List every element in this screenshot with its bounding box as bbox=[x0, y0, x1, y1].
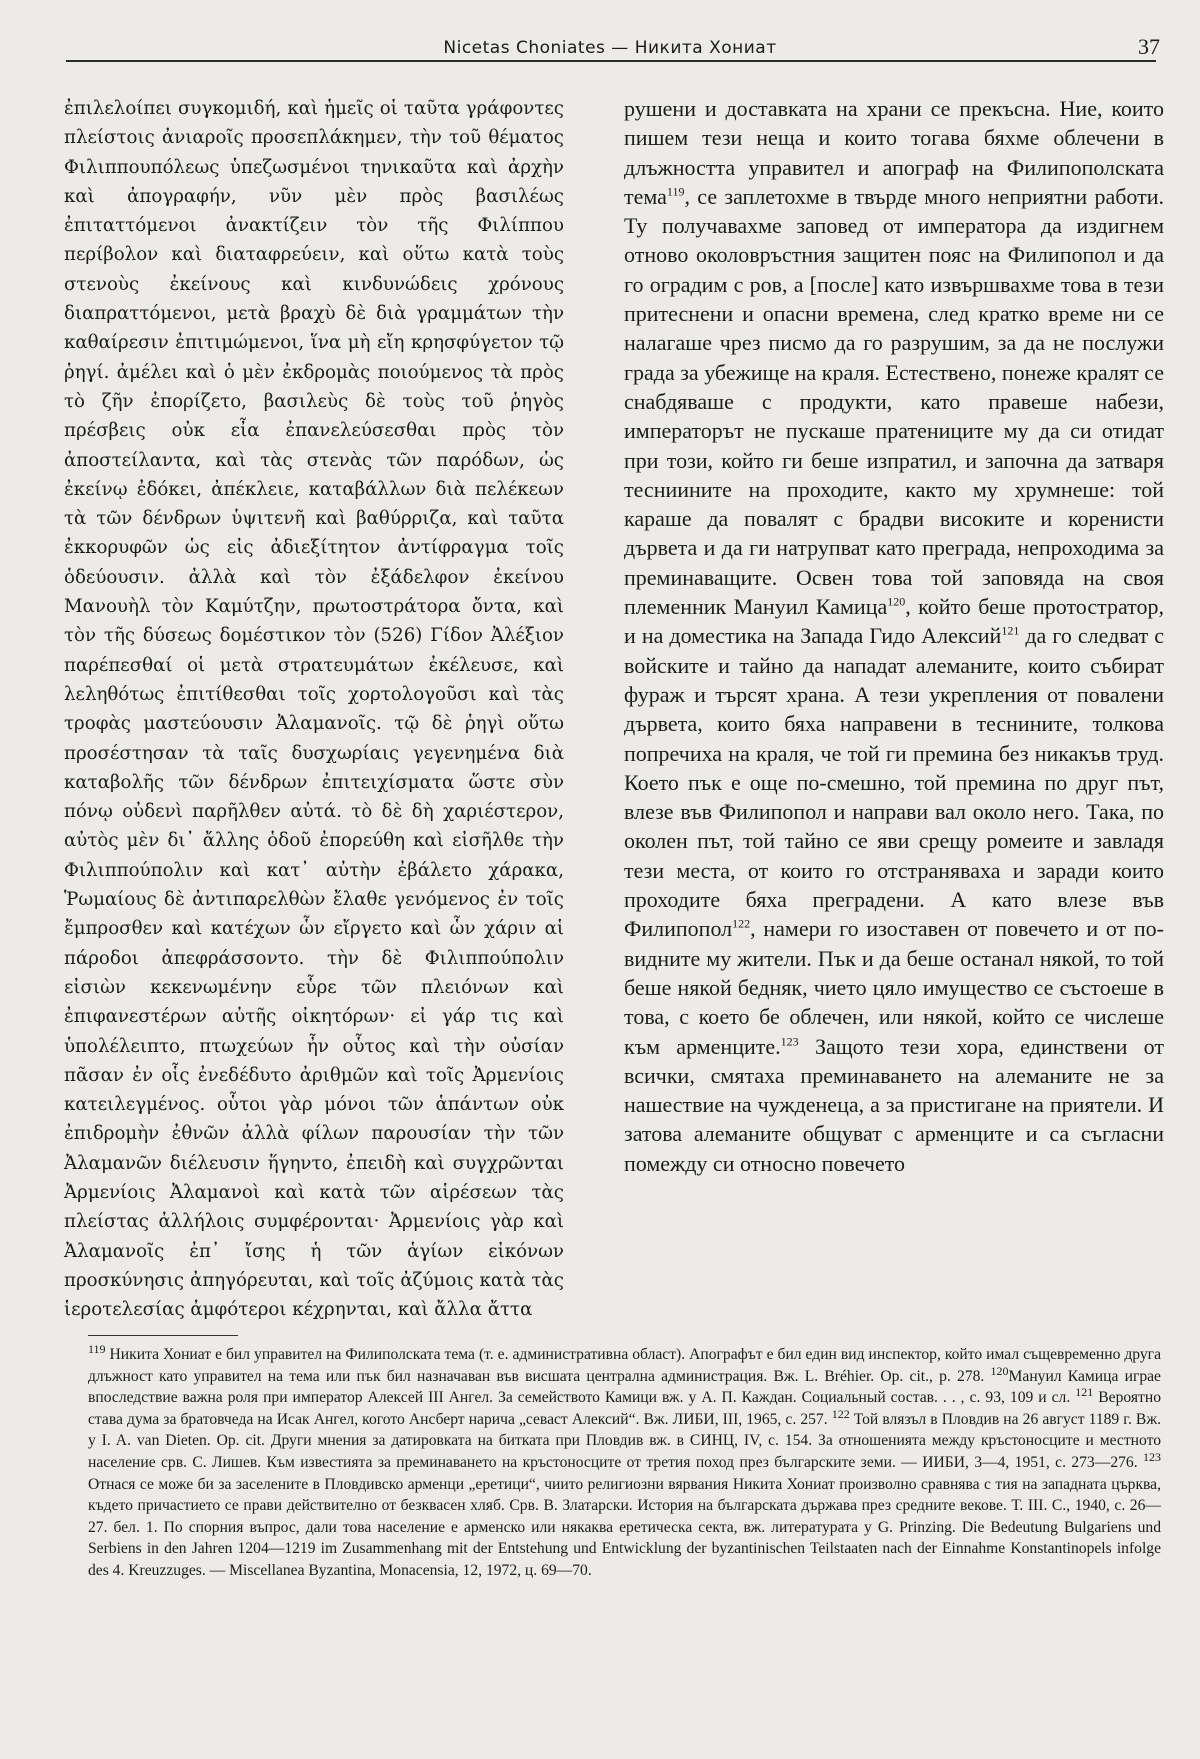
page-number: 37 bbox=[1138, 34, 1160, 59]
footnote-number-122: 122 bbox=[831, 1406, 850, 1421]
bg-text-6: Защото тези хора, единствени от всички, смятаха преминаването на алеманите не за нашествие на чужденеца, а за пристигане на приятели. И затова алеманите общуват с арменците и са съгласни помежду си относно повечето bbox=[624, 1033, 1164, 1176]
running-title: Nicetas Choniates — Никита Хониат bbox=[443, 38, 777, 58]
bg-text-4: да го следват с войските и тайно да нападат алеманите, които събират фураж и търсят храна. А тези укрепления от повалени дървета, които бяха направени в теснините, толкова попречиха на краля, че той ги премина без никакъв труд. Което пък е още по-смешно, той премина по друг път, влезе във Филипопол и направи вал около него. Така, по околен път, той тайно се яви срещу ромеите и завладя тези места, от които го отстраняваха и заради които проходите бяха преградени. А като влезе във Филипопол bbox=[624, 623, 1164, 942]
footnote-ref-120: 120 bbox=[887, 594, 906, 609]
greek-paragraph: ἐπιλελοίπει συγκομιδή, καὶ ἡμεῖς οἱ ταῦτα γράφοντες πλείστοις ἀνιαροῖς προσεπλάκημεν, τὴν τοῦ θέματος Φιλιππουπόλεως ὑπεζωσμένοι τηνικαῦτα καὶ ἀρχὴν καὶ ἀπογραφήν, νῦν μὲν πρὸς βασιλέως ἐπιταττόμενοι ἀνακτίζειν τὸν τῆς Φιλίππου περίβολον καὶ διαταφρεύειν, καὶ οὕτω κατὰ τοὺς στενοὺς ἐκείνους καὶ κινδυνώδεις χρόνους διαπραττόμενοι, μετὰ βραχὺ δὲ διὰ γραμμάτων τὴν καθαίρεσιν ἐπιτιμώμενοι, ἵνα μὴ εἴη κρησφύγετον τῷ ῥηγί. ἀμέλει καὶ ὁ μὲν ἐκδρομὰς ποιούμενος τὰ πρὸς τὸ ζῆν ἐπορίζετο, βασιλεὺς δὲ τοὺς τοῦ ῥηγὸς πρέσβεις οὐκ εἶα ἐπανελεύσεσθαι πρὸς τὸν ἀποστείλαντα, καὶ τὰς στενὰς τῶν παρόδων, ὡς ἐκείνῳ ἐδόκει, ἀπέκλειε, καταβάλλων διὰ πελέκεων τὰ τῶν δένδρων ὑψιτενῆ καὶ βαθύρριζα, καὶ ταῦτα ἐκκορυφῶν ὡς εἰς ἀδιεξίτητον ἀντίφραγμα τοῖς ὁδεύουσιν. ἀλλὰ καὶ τὸν ἐξάδελφον ἐκείνου Μανουὴλ τὸν Καμύτζην, πρωτοστράτορα ὄντα, καὶ τὸν τῆς δύσεως δομέστικον τὸν (526) Γίδον Ἀλέξιον παρέπεσθαί οἱ μετὰ στρατευμάτων ἐκέλευσε, καὶ λεληθότως ἐπιτίθεσθαι τοῖς χορτολογοῦσι καὶ τὰς τροφὰς μαστεύουσιν Ἀλαμανοῖς. τῷ δὲ ῥηγὶ οὕτω προσέστησαν τὰ ταῖς δυσχωρίαις γεγενημένα διὰ καταβολῆς τῶν δένδρων ἐπιτειχίσματα ὥστε σὺν πόνῳ οὐδενὶ παρῆλθεν αὐτά. τὸ δὲ δὴ χαριέστερον, αὐτὸς μὲν δι᾽ ἄλλης ὁδοῦ ἐπορεύθη καὶ εἰσῆλθε τὴν Φιλιππούπολιν καὶ κατ᾽ αὐτὴν ἐβάλετο χάρακα, Ῥωμαίους δὲ ἀντιπαρελθὼν ἔλαθε γενόμενος ἐν τοῖς ἔμπροσθεν καὶ κατέχων ὧν εἴργετο καὶ ὧν χάριν αἱ πάροδοι ἀπεφράσσοντο. τὴν δὲ Φιλιππούπολιν εἰσιὼν κεκενωμένην εὗρε τῶν πλειόνων καὶ ἐπιφανεστέρων αὐτῆς οἰκητόρων· εἰ γάρ τις καὶ ὑπολέλειπτο, πτωχεύων ἦν οὗτος καὶ τὴν οὐσίαν πᾶσαν ἐν οἷς ἐνεδέδυτο ἀριθμῶν καὶ τοῖς Ἀρμενίοις κατειλεγμένος. οὗτοι γὰρ μόνοι τῶν ἁπάντων οὐκ ἐπιδρομὴν ἐθνῶν ἀλλὰ φίλων παρουσίαν τὴν τῶν Ἀλαμανῶν διέλευσιν ἥγηντο, ἐπειδὴ καὶ συγχρῶνται Ἀρμενίοις Ἀλαμανοὶ καὶ κατὰ τῶν αἱρέσεων τὰς πλείστας ἀλλήλοις συμφέρονται· Ἀρμενίοις γὰρ καὶ Ἀλαμανοῖς ἐπ᾽ ἴσης ἡ τῶν ἁγίων εἰκόνων προσκύνησις ἀπηγόρευται, καὶ τοῖς ἀζύμοις κατὰ τὰς ἱεροτελεσίας ἀμφότεροι κέχρηνται, καὶ ἄλλα ἄττα bbox=[64, 98, 564, 1321]
bulgarian-paragraph bbox=[624, 94, 1164, 1178]
footnote-122: Той влязъл в Пловдив на 26 август 1189 г. Вж. у I. A. van Dieten. Op. cit. Други мнения за датировката на битката при Пловдив вж. в СИНЦ, IV, с. 154. За отношенията между кръстоносците и местното население срв. С. Лишев. Към известията за преминаването на кръстоносците от третия поход през българските земи. — ИИБИ, 3—4, 1951, с. 273—276. bbox=[88, 1410, 1162, 1471]
footnote-number-121: 121 bbox=[1075, 1385, 1094, 1399]
footnote-number-120: 120 bbox=[990, 1363, 1009, 1378]
text-columns bbox=[64, 94, 1164, 1324]
footnote-ref-121: 121 bbox=[1001, 624, 1020, 639]
footnote-120: Мануил Камица играе впоследствие важна роля при император Алексей III Ангел. За семейството Камици вж. у А. П. Каждан. Социальный состав. . . , с. 93, 109 и сл. bbox=[88, 1367, 1161, 1407]
footnote-rule bbox=[88, 1335, 238, 1336]
footnote-ref-119: 119 bbox=[666, 184, 685, 199]
footnote-block bbox=[88, 1341, 1162, 1582]
footnote-number-123: 123 bbox=[1143, 1449, 1161, 1464]
footnote-number-119: 119 bbox=[88, 1341, 106, 1356]
footnote-119: Никита Хониат е бил управител на Филиполската тема (т. е. административна област). Апографът е бил един вид инспектор, който имал същевременно друга длъжност като управител на тема или пък бил назначаван във висшата централна администрация. Вж. L. Bréhier. Op. cit., p. 278. bbox=[88, 1346, 1161, 1385]
greek-column bbox=[64, 94, 564, 1324]
footnote-123: Отнася се може би за заселените в Пловдивско арменци „еретици“, чиито религиозни вярвания Никита Хониат произволно сравнява с тия на западната църква, където причастието се прави действително от безквасен хляб. Срв. В. Златарски. История на българската държава през средните векове. Т. III. С., 1940, с. 26—27. бел. 1. По спорния въпрос, дали това население е арменско или някаква еретическа секта, вж. литературата у G. Prinzing. Die Bedeutung Bulgariens und Serbiens in den Jahren 1204—1219 im Zusammenhang mit der Entstehung und Entwicklung der byzantinischen Teilstaaten nach der Einnahme Konstantinopels infolge des 4. Kreuzzuges. — Miscellanea Byzantina, Monacensia, 12, 1972, ц. 69—70. bbox=[88, 1475, 1161, 1579]
page-header bbox=[60, 34, 1160, 62]
footnote-ref-122: 122 bbox=[732, 916, 751, 931]
footnote-121: Вероятно става дума за братовчеда на Исак Ангел, когото Ансберт нарича „севаст Алексий“. Вж. ЛИБИ, III, 1965, с. 257. bbox=[88, 1389, 1161, 1428]
footnotes bbox=[88, 1341, 1162, 1582]
bulgarian-column bbox=[624, 94, 1164, 1178]
bg-text-3: , който беше протостратор, и на доместика на Запада Гидо Алексий bbox=[624, 594, 1164, 649]
bg-text-1: рушени и доставката на храни се прекъсна. Ние, които пишем тези неща и които тогава бяхме облечени в длъжността управител и апограф на Филипополската тема bbox=[624, 96, 1164, 209]
bg-text-2: , се заплетохме в твърде много неприятни работи. Ту получавахме заповед от императора да издигнем отново околовръстния защитен пояс на Филипопол и да го оградим с ров, а [после] като извършвахме това в тези притеснени и опасни времена, след кратко време ни се налагаше чрез писмо да го разрушим, за да не послужи града за убежище на краля. Естествено, понеже кралят се снабдяваше с продукти, като правеше набези, императорът не пускаше пратениците му да си отидат при този, който ги беше изпратил, и започна да затваря тесниините на проходите, както му хрумнеше: той караше да повалят с брадви високите и коренисти дървета и да ги натрупват като преграда, непроходима за преминаващите. Освен това той заповяда на своя племенник Мануил Камица bbox=[624, 183, 1164, 620]
footnote-ref-123: 123 bbox=[780, 1034, 799, 1049]
bg-text-5: , намери го изоставен от повечето и от по-видните му жители. Пък и да беше останал някой, то той беше някой бедняк, чието цяло имущество се състоеше в това, с което бе облечен, или някой, който се числеше към арменците. bbox=[624, 916, 1164, 1059]
header-rule bbox=[66, 60, 1156, 62]
